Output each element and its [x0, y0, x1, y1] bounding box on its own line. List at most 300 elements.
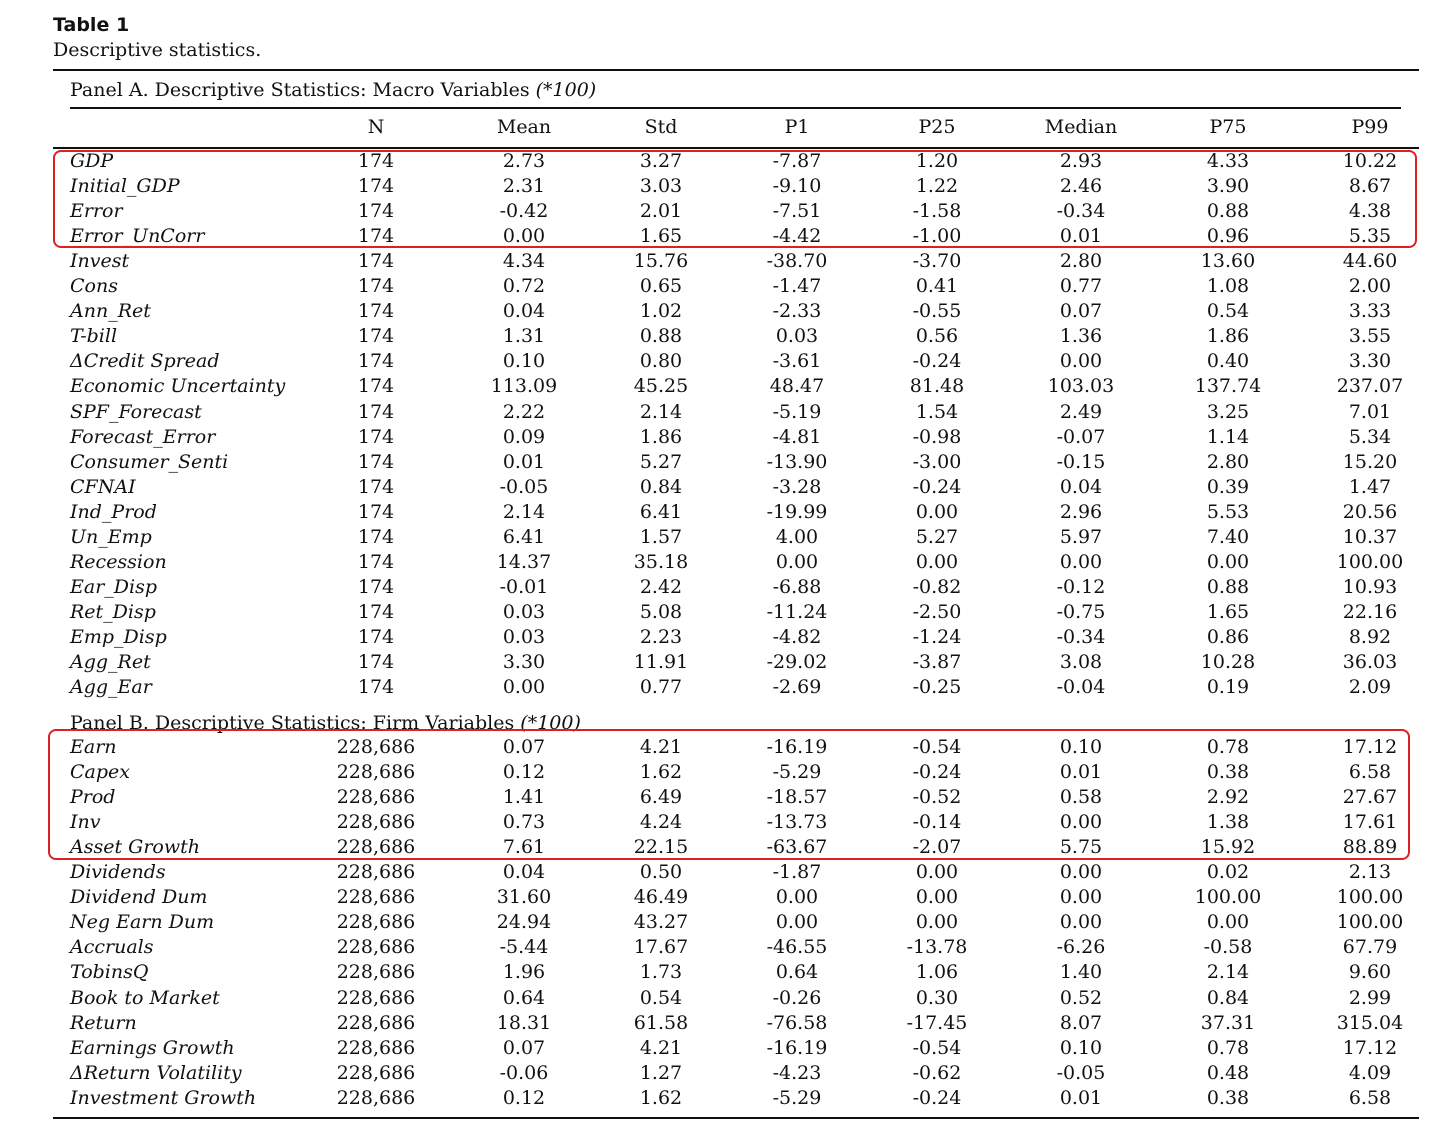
- row-label: Emp_Disp: [70, 625, 167, 648]
- cell-p25: 0.00: [915, 550, 959, 573]
- cell-std: 45.25: [633, 375, 689, 398]
- cell-p1: -18.57: [766, 786, 828, 809]
- table-row: [0, 350, 1452, 375]
- table-row: [0, 1012, 1452, 1037]
- cell-std: 2.23: [639, 625, 683, 648]
- cell-p25: 0.00: [915, 500, 959, 523]
- table-row: [0, 476, 1452, 501]
- cell-p75: 0.84: [1206, 986, 1250, 1009]
- cell-p99: 15.20: [1342, 450, 1398, 473]
- cell-median: 2.93: [1059, 150, 1103, 172]
- cell-p75: 0.78: [1206, 1036, 1250, 1059]
- cell-p25: -1.24: [912, 625, 962, 648]
- cell-p1: -5.19: [772, 400, 822, 423]
- cell-p25: -0.55: [912, 300, 962, 323]
- column-header-p75: P75: [1209, 116, 1247, 138]
- cell-n: 228,686: [336, 861, 416, 884]
- cell-std: 35.18: [633, 550, 689, 573]
- row-label: Prod: [70, 786, 116, 809]
- cell-p75: 0.38: [1206, 761, 1250, 784]
- cell-std: 1.62: [639, 1086, 683, 1109]
- cell-median: -0.34: [1056, 200, 1106, 223]
- cell-p25: 1.20: [915, 150, 959, 172]
- cell-p1: -13.90: [766, 450, 828, 473]
- cell-p99: 8.67: [1348, 175, 1392, 198]
- cell-mean: 0.01: [502, 450, 546, 473]
- cell-mean: 4.34: [502, 250, 546, 273]
- cell-std: 1.27: [639, 1061, 683, 1084]
- cell-p25: -0.14: [912, 811, 962, 834]
- cell-n: 228,686: [336, 811, 416, 834]
- cell-p99: 4.09: [1348, 1061, 1392, 1084]
- cell-p25: -0.62: [912, 1061, 962, 1084]
- cell-p25: -0.24: [912, 350, 962, 373]
- cell-n: 228,686: [336, 1011, 416, 1034]
- cell-p75: 0.40: [1206, 350, 1250, 373]
- cell-p1: -1.47: [772, 275, 822, 298]
- cell-p25: -3.70: [912, 250, 962, 273]
- cell-median: 0.01: [1059, 761, 1103, 784]
- cell-mean: 18.31: [496, 1011, 552, 1034]
- cell-p1: -9.10: [772, 175, 822, 198]
- cell-mean: -0.06: [499, 1061, 549, 1084]
- cell-n: 228,686: [336, 1036, 416, 1059]
- table-row: [0, 601, 1452, 626]
- cell-p99: 5.35: [1348, 225, 1392, 248]
- cell-p25: -13.78: [906, 936, 968, 959]
- highlight-box-panel-a: [53, 150, 1417, 248]
- cell-std: 0.77: [639, 676, 683, 699]
- panel-a-scale: (*100): [535, 79, 597, 101]
- cell-p25: -0.52: [912, 786, 962, 809]
- cell-p1: -2.33: [772, 300, 822, 323]
- cell-p25: -0.24: [912, 475, 962, 498]
- cell-p1: -16.19: [766, 736, 828, 758]
- row-label: Ear_Disp: [70, 575, 158, 598]
- top-rule: [53, 69, 1419, 71]
- cell-n: 228,686: [336, 886, 416, 909]
- cell-mean: 14.37: [496, 550, 552, 573]
- cell-n: 228,686: [336, 736, 416, 758]
- cell-n: 174: [357, 250, 395, 273]
- cell-p1: -3.61: [772, 350, 822, 373]
- cell-std: 1.65: [639, 225, 683, 248]
- cell-p99: 6.58: [1348, 1086, 1392, 1109]
- cell-median: 0.52: [1059, 986, 1103, 1009]
- cell-p75: 0.00: [1206, 911, 1250, 934]
- cell-median: -6.26: [1056, 936, 1106, 959]
- cell-std: 2.14: [639, 400, 683, 423]
- cell-p25: -2.07: [912, 836, 962, 859]
- cell-n: 174: [357, 550, 395, 573]
- cell-p99: 10.37: [1342, 525, 1398, 548]
- cell-p25: 1.06: [915, 961, 959, 984]
- cell-p25: 0.00: [915, 861, 959, 884]
- cell-p75: 1.86: [1206, 325, 1250, 348]
- cell-p75: 0.88: [1206, 575, 1250, 598]
- cell-p1: 0.64: [775, 961, 819, 984]
- cell-median: 0.00: [1059, 861, 1103, 884]
- cell-p1: 0.03: [775, 325, 819, 348]
- cell-std: 6.49: [639, 786, 683, 809]
- cell-median: 5.97: [1059, 525, 1103, 548]
- cell-std: 3.03: [639, 175, 683, 198]
- row-label: Accruals: [70, 936, 154, 959]
- cell-median: 0.00: [1059, 550, 1103, 573]
- cell-std: 4.24: [639, 811, 683, 834]
- cell-median: 0.07: [1059, 300, 1103, 323]
- cell-n: 228,686: [336, 961, 416, 984]
- cell-p99: 3.33: [1348, 300, 1392, 323]
- cell-std: 0.65: [639, 275, 683, 298]
- cell-n: 228,686: [336, 936, 416, 959]
- cell-p1: -7.51: [772, 200, 822, 223]
- cell-p99: 4.38: [1348, 200, 1392, 223]
- cell-n: 228,686: [336, 761, 416, 784]
- cell-mean: 0.72: [502, 275, 546, 298]
- cell-mean: 0.73: [502, 811, 546, 834]
- table-caption: Descriptive statistics.: [53, 39, 262, 61]
- cell-p1: -4.23: [772, 1061, 822, 1084]
- column-header-p99: P99: [1351, 116, 1389, 138]
- cell-std: 5.08: [639, 600, 683, 623]
- cell-p75: 1.08: [1206, 275, 1250, 298]
- row-label: Invest: [70, 250, 130, 273]
- cell-median: 0.00: [1059, 350, 1103, 373]
- cell-n: 228,686: [336, 786, 416, 809]
- cell-mean: 0.03: [502, 625, 546, 648]
- cell-p99: 44.60: [1342, 250, 1398, 273]
- cell-n: 174: [357, 300, 395, 323]
- row-label: Ind_Prod: [70, 500, 157, 523]
- cell-p1: -6.88: [772, 575, 822, 598]
- cell-p1: -3.28: [772, 475, 822, 498]
- cell-median: 0.00: [1059, 811, 1103, 834]
- cell-mean: 0.07: [502, 1036, 546, 1059]
- table-row: [0, 576, 1452, 601]
- cell-std: 1.86: [639, 425, 683, 448]
- row-label: Initial_GDP: [70, 175, 180, 198]
- cell-p25: 0.30: [915, 986, 959, 1009]
- row-label: Inv: [70, 811, 101, 834]
- panel-b-scale: (*100): [520, 712, 581, 734]
- cell-mean: 2.31: [502, 175, 546, 198]
- cell-mean: 24.94: [496, 911, 552, 934]
- cell-p99: 237.07: [1336, 375, 1404, 398]
- table-row: [0, 426, 1452, 451]
- cell-p1: -63.67: [766, 836, 828, 859]
- cell-p1: -13.73: [766, 811, 828, 834]
- cell-p25: -0.54: [912, 1036, 962, 1059]
- row-label: Ann_Ret: [70, 300, 151, 323]
- cell-p75: 0.39: [1206, 475, 1250, 498]
- cell-p75: 13.60: [1200, 250, 1256, 273]
- cell-p1: 4.00: [775, 525, 819, 548]
- table-row: [0, 676, 1452, 701]
- cell-n: 174: [357, 150, 395, 172]
- cell-median: 2.96: [1059, 500, 1103, 523]
- table-row: [0, 401, 1452, 426]
- cell-median: 8.07: [1059, 1011, 1103, 1034]
- bottom-rule: [53, 1117, 1419, 1119]
- cell-std: 2.01: [639, 200, 683, 223]
- cell-n: 174: [357, 651, 395, 673]
- cell-mean: 1.41: [502, 786, 546, 809]
- table-label: Table 1: [53, 14, 130, 36]
- table-row: [0, 300, 1452, 325]
- cell-mean: 113.09: [490, 375, 558, 398]
- cell-p99: 100.00: [1336, 550, 1404, 573]
- cell-std: 0.50: [639, 861, 683, 884]
- cell-median: 1.36: [1059, 325, 1103, 348]
- cell-p25: 0.56: [915, 325, 959, 348]
- cell-median: 2.49: [1059, 400, 1103, 423]
- row-label: Earnings Growth: [70, 1036, 235, 1059]
- row-label: TobinsQ: [70, 961, 149, 984]
- cell-p75: 0.48: [1206, 1061, 1250, 1084]
- table-row: [0, 250, 1452, 275]
- cell-mean: 1.96: [502, 961, 546, 984]
- cell-n: 174: [357, 475, 395, 498]
- cell-std: 15.76: [633, 250, 689, 273]
- cell-p1: -76.58: [766, 1011, 828, 1034]
- cell-p1: -4.81: [772, 425, 822, 448]
- cell-n: 174: [357, 175, 395, 198]
- cell-p99: 88.89: [1342, 836, 1398, 859]
- table-row: [0, 861, 1452, 886]
- cell-std: 17.67: [633, 936, 689, 959]
- cell-mean: -5.44: [499, 936, 549, 959]
- cell-std: 46.49: [633, 886, 689, 909]
- cell-std: 1.57: [639, 525, 683, 548]
- cell-median: 0.01: [1059, 225, 1103, 248]
- cell-p25: -0.54: [912, 736, 962, 758]
- cell-p75: 0.19: [1206, 676, 1250, 699]
- table-row: [0, 936, 1452, 961]
- cell-median: -0.07: [1056, 425, 1106, 448]
- cell-p75: 0.00: [1206, 550, 1250, 573]
- cell-n: 174: [357, 275, 395, 298]
- table-row: [0, 526, 1452, 551]
- row-label: Investment Growth: [70, 1086, 257, 1109]
- cell-p75: 1.14: [1206, 425, 1250, 448]
- row-label: CFNAI: [70, 475, 136, 498]
- cell-mean: 0.64: [502, 986, 546, 1009]
- cell-p99: 17.12: [1342, 736, 1398, 758]
- cell-p99: 100.00: [1336, 886, 1404, 909]
- row-label: Agg_Ret: [70, 651, 151, 673]
- row-label: Forecast_Error: [70, 425, 216, 448]
- cell-n: 174: [357, 450, 395, 473]
- column-header-mean: Mean: [496, 116, 552, 138]
- cell-std: 0.80: [639, 350, 683, 373]
- cell-std: 0.54: [639, 986, 683, 1009]
- cell-p1: -11.24: [766, 600, 828, 623]
- cell-mean: 0.12: [502, 1086, 546, 1109]
- row-label: SPF_Forecast: [70, 400, 202, 423]
- cell-p25: -0.24: [912, 1086, 962, 1109]
- cell-n: 174: [357, 400, 395, 423]
- row-label: Book to Market: [70, 986, 220, 1009]
- cell-p75: 1.65: [1206, 600, 1250, 623]
- cell-p75: 137.74: [1194, 375, 1262, 398]
- cell-p99: 8.92: [1348, 625, 1392, 648]
- cell-p25: -3.87: [912, 651, 962, 673]
- cell-p75: 2.80: [1206, 450, 1250, 473]
- cell-std: 3.27: [639, 150, 683, 172]
- table-row: [0, 987, 1452, 1012]
- cell-median: 0.10: [1059, 1036, 1103, 1059]
- cell-p1: -7.87: [772, 150, 822, 172]
- table-row: [0, 1087, 1452, 1112]
- cell-p25: 1.54: [915, 400, 959, 423]
- cell-p75: -0.58: [1203, 936, 1253, 959]
- cell-std: 0.84: [639, 475, 683, 498]
- cell-p25: -2.50: [912, 600, 962, 623]
- cell-std: 1.73: [639, 961, 683, 984]
- row-label: GDP: [70, 150, 114, 172]
- cell-n: 228,686: [336, 1061, 416, 1084]
- cell-median: -0.04: [1056, 676, 1106, 699]
- cell-n: 228,686: [336, 1086, 416, 1109]
- cell-std: 4.21: [639, 736, 683, 758]
- cell-median: 0.00: [1059, 886, 1103, 909]
- row-label: Ret_Disp: [70, 600, 156, 623]
- cell-p75: 0.96: [1206, 225, 1250, 248]
- cell-std: 5.27: [639, 450, 683, 473]
- cell-p99: 3.55: [1348, 325, 1392, 348]
- table-row: [0, 1037, 1452, 1062]
- cell-p99: 36.03: [1342, 651, 1398, 673]
- cell-p25: -0.82: [912, 575, 962, 598]
- cell-p25: -17.45: [906, 1011, 968, 1034]
- cell-std: 61.58: [633, 1011, 689, 1034]
- row-label: Consumer_Senti: [70, 450, 229, 473]
- row-label: ΔCredit Spread: [70, 350, 220, 373]
- cell-n: 174: [357, 350, 395, 373]
- cell-mean: 3.30: [502, 651, 546, 673]
- cell-p25: 0.00: [915, 911, 959, 934]
- cell-p1: 0.00: [775, 886, 819, 909]
- cell-p75: 3.25: [1206, 400, 1250, 423]
- row-label: Dividends: [70, 861, 166, 884]
- cell-p99: 17.61: [1342, 811, 1398, 834]
- column-header-n: N: [367, 116, 385, 138]
- table-row: [0, 651, 1452, 676]
- cell-mean: 2.14: [502, 500, 546, 523]
- cell-p75: 2.14: [1206, 961, 1250, 984]
- cell-std: 11.91: [633, 651, 689, 673]
- row-label: Un_Emp: [70, 525, 152, 548]
- cell-median: 0.00: [1059, 911, 1103, 934]
- cell-n: 174: [357, 375, 395, 398]
- cell-std: 22.15: [633, 836, 689, 859]
- highlight-box-panel-b: [48, 729, 1410, 860]
- row-label: Capex: [70, 761, 130, 784]
- table-row: [0, 325, 1452, 350]
- cell-p25: -1.00: [912, 225, 962, 248]
- cell-p1: 48.47: [769, 375, 825, 398]
- cell-n: 174: [357, 225, 395, 248]
- cell-mean: 0.07: [502, 736, 546, 758]
- cell-median: 3.08: [1059, 651, 1103, 673]
- cell-p1: -19.99: [766, 500, 828, 523]
- cell-p99: 2.13: [1348, 861, 1392, 884]
- column-header-median: Median: [1044, 116, 1118, 138]
- cell-median: 5.75: [1059, 836, 1103, 859]
- cell-p1: -2.69: [772, 676, 822, 699]
- cell-n: 174: [357, 500, 395, 523]
- cell-p75: 0.38: [1206, 1086, 1250, 1109]
- cell-p25: -1.58: [912, 200, 962, 223]
- cell-mean: 0.04: [502, 300, 546, 323]
- cell-p75: 0.86: [1206, 625, 1250, 648]
- cell-p1: 0.00: [775, 550, 819, 573]
- cell-p25: -0.25: [912, 676, 962, 699]
- cell-p75: 0.54: [1206, 300, 1250, 323]
- panel-a-title: [70, 79, 596, 101]
- cell-p1: -29.02: [766, 651, 828, 673]
- cell-p1: -38.70: [766, 250, 828, 273]
- cell-mean: -0.01: [499, 575, 549, 598]
- cell-median: 103.03: [1047, 375, 1115, 398]
- cell-p99: 2.09: [1348, 676, 1392, 699]
- cell-p99: 6.58: [1348, 761, 1392, 784]
- cell-p99: 5.34: [1348, 425, 1392, 448]
- column-header-p1: P1: [784, 116, 810, 138]
- cell-p75: 15.92: [1200, 836, 1256, 859]
- cell-n: 174: [357, 625, 395, 648]
- panel-b-title-text: Panel B. Descriptive Statistics: Firm Variables: [70, 712, 515, 734]
- cell-p25: 1.22: [915, 175, 959, 198]
- row-label: Dividend Dum: [70, 886, 208, 909]
- table-row: [0, 451, 1452, 476]
- cell-p99: 7.01: [1348, 400, 1392, 423]
- row-label: Cons: [70, 275, 118, 298]
- cell-p99: 10.93: [1342, 575, 1398, 598]
- cell-n: 174: [357, 600, 395, 623]
- panel-a-title-text: Panel A. Descriptive Statistics: Macro Variables: [70, 79, 530, 101]
- cell-p99: 67.79: [1342, 936, 1398, 959]
- cell-mean: 1.31: [502, 325, 546, 348]
- cell-p1: -5.29: [772, 1086, 822, 1109]
- table-row: [0, 886, 1452, 911]
- row-label: Error_UnCorr: [70, 225, 205, 248]
- cell-p1: -1.87: [772, 861, 822, 884]
- cell-p25: 5.27: [915, 525, 959, 548]
- cell-n: 228,686: [336, 911, 416, 934]
- cell-p25: -0.24: [912, 761, 962, 784]
- cell-std: 0.88: [639, 325, 683, 348]
- row-label: Neg Earn Dum: [70, 911, 215, 934]
- cell-p75: 5.53: [1206, 500, 1250, 523]
- cell-n: 174: [357, 425, 395, 448]
- row-label: Recession: [70, 550, 167, 573]
- cell-std: 1.02: [639, 300, 683, 323]
- cell-median: 0.58: [1059, 786, 1103, 809]
- cell-p25: 0.00: [915, 886, 959, 909]
- cell-mean: 2.73: [502, 150, 546, 172]
- cell-mean: 0.12: [502, 761, 546, 784]
- cell-p1: -46.55: [766, 936, 828, 959]
- cell-std: 2.42: [639, 575, 683, 598]
- cell-p25: -0.98: [912, 425, 962, 448]
- row-label: Earn: [70, 736, 117, 758]
- cell-n: 174: [357, 325, 395, 348]
- cell-std: 4.21: [639, 1036, 683, 1059]
- table-row: [0, 501, 1452, 526]
- table-row: [0, 375, 1452, 400]
